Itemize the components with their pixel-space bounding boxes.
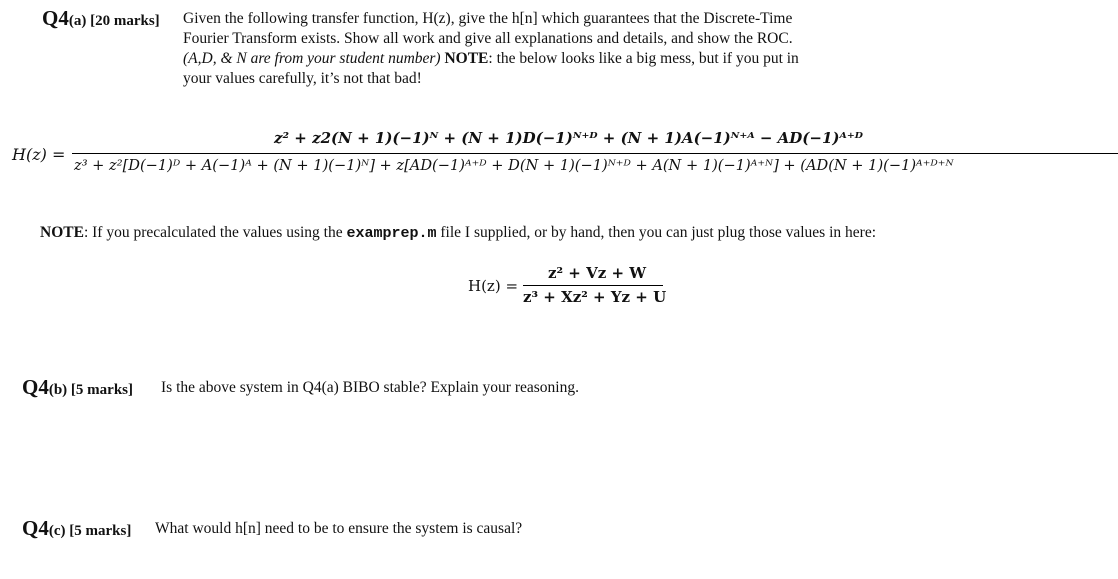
equation1-fraction-bar xyxy=(72,153,1118,154)
equation1-lhs: H(z) = xyxy=(12,145,66,164)
q4b-text: Is the above system in Q4(a) BIBO stable? Explain your reasoning. xyxy=(161,379,579,396)
q4a-text xyxy=(183,9,883,89)
equation1-denominator: z³ + z²[D(−1)ᴰ + A(−1)ᴬ + (N + 1)(−1)ᴺ] + z[AD(−1)ᴬ⁺ᴰ + D(N + 1)(−1)ᴺ⁺ᴰ + A(N + 1)(−1)ᴬ⁺ᴺ] + (AD(N + 1)(−1)ᴬ⁺ᴰ⁺ᴺ xyxy=(74,157,954,174)
q4c-text: What would h[n] need to be to ensure the system is causal? xyxy=(155,520,523,537)
equation2-denominator: z³ + Xz² + Yz + U xyxy=(523,288,667,306)
equation2-fraction-bar xyxy=(523,285,663,286)
q4b-label: Q4(b) [5 marks] xyxy=(22,375,133,399)
equation2-numerator: z² + Vz + W xyxy=(548,264,647,282)
q4a-label: Q4(a) [20 marks] xyxy=(42,6,160,30)
equation2-lhs: H(z) = xyxy=(468,277,519,295)
q4a-line2: Fourier Transform exists. Show all work and give all explanations and details, and show the ROC. xyxy=(183,30,793,47)
note2: NOTE: If you precalculated the values using the examprep.m file I supplied, or by hand, then you can just plug those values in here: xyxy=(40,224,877,242)
examprep-filename: examprep.m xyxy=(346,225,437,242)
q4a-line1: Given the following transfer function, H(z), give the h[n] which guarantees that the Discrete-Time xyxy=(183,10,793,27)
q4a-line4: your values carefully, it’s not that bad! xyxy=(183,70,422,87)
q4c-label: Q4(c) [5 marks] xyxy=(22,516,132,540)
q4a-line3: (A,D, & N are from your student number) NOTE: the below looks like a big mess, but if you put in xyxy=(183,50,799,67)
equation1-numerator: z² + z2(N + 1)(−1)ᴺ + (N + 1)D(−1)ᴺ⁺ᴰ + (N + 1)A(−1)ᴺ⁺ᴬ − AD(−1)ᴬ⁺ᴰ xyxy=(274,129,863,147)
